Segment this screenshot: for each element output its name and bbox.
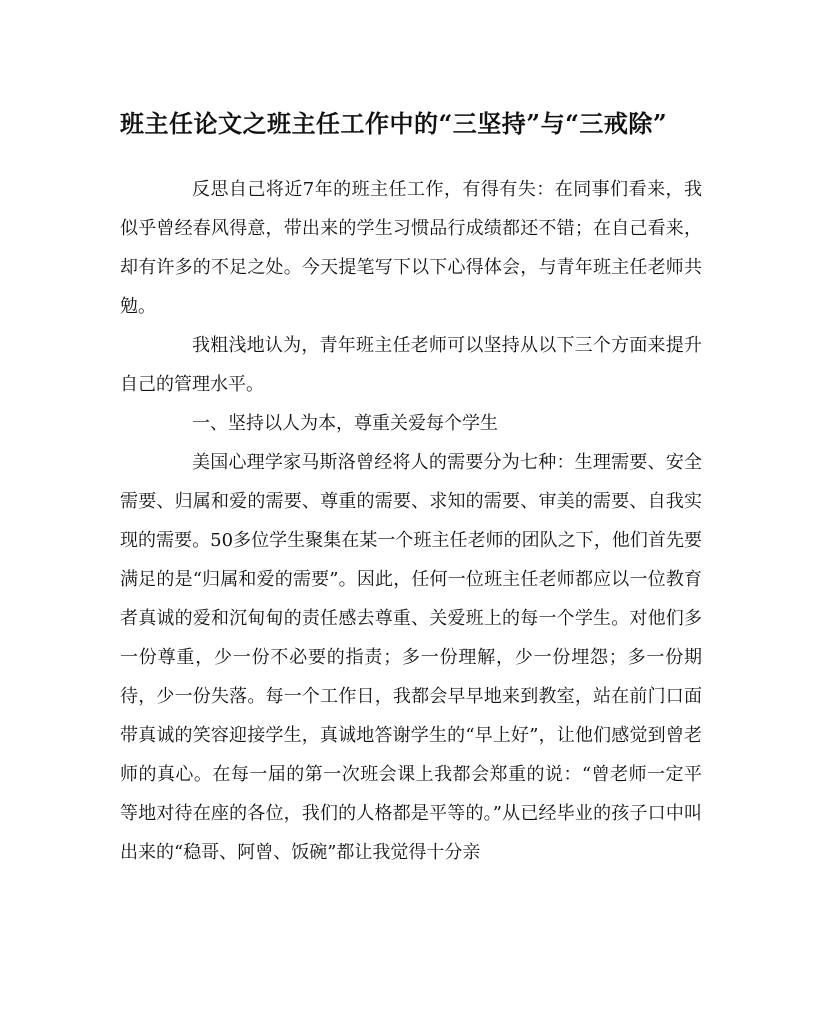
document-body [120, 170, 702, 872]
document-title: 班主任论文之班主任工作中的“三坚持”与“三戒除” [120, 109, 668, 138]
paragraph-reflection: 反思自己将近7年的班主任工作，有得有失：在同事们看来，我似乎曾经春风得意，带出来的学生习惯品行成绩都还不错；在自己看来，却有许多的不足之处。今天提笔写下以下心得体会，与青年班主任老师共勉。 [120, 179, 702, 317]
section-heading: 一、坚持以人为本，尊重关爱每个学生 [192, 413, 498, 434]
paragraph-maslow: 美国心理学家马斯洛曾经将人的需要分为七种：生理需要、安全需要、归属和爱的需要、尊重的需要、求知的需要、审美的需要、自我实现的需要。50多位学生聚集在某一个班主任老师的团队之下，他们首先要满足的是“归属和爱的需要”。因此，任何一位班主任老师都应以一位教育者真诚的爱和沉甸甸的责任感去尊重、关爱班上的每一个学生。对他们多一份尊重，少一份不必要的指责；多一份理解，少一份埋怨；多一份期待，少一份失落。每一个工作日，我都会早早地来到教室，站在前门口面带真诚的笑容迎接学生，真诚地答谢学生的“早上好”，让他们感觉到曾老师的真心。在每一届的第一次班会课上我都会郑重的说：“曾老师一定平等地对待在座的各位，我们的人格都是平等的。”从已经毕业的孩子口中叫出来的“稳哥、阿曾、饭碗”都让我觉得十分亲 [120, 452, 702, 863]
paragraph-intro: 我粗浅地认为，青年班主任老师可以坚持从以下三个方面来提升自己的管理水平。 [120, 335, 702, 395]
